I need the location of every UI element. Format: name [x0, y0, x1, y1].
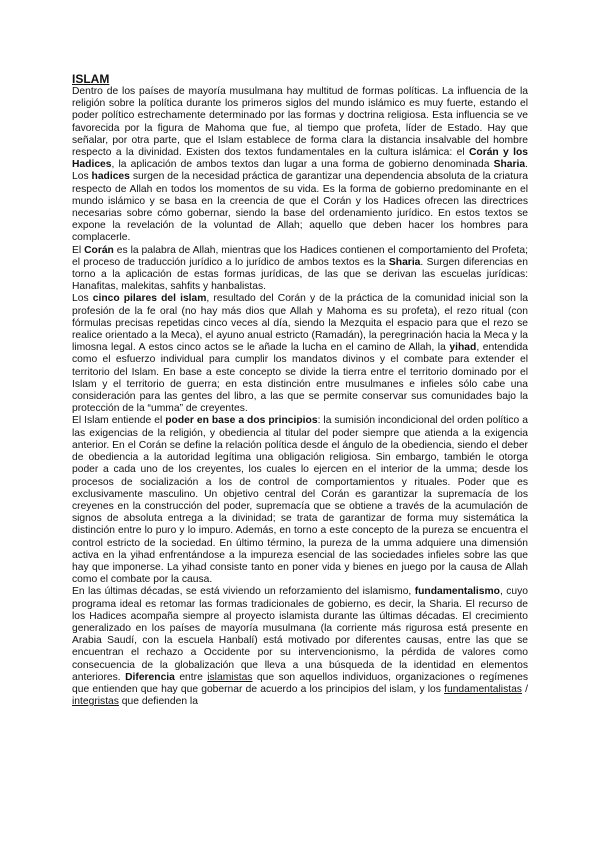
text: : la sumisión incondicional del orden político a las exigencias de la religión, y obediencia al titular del poder siempre que atienda a la exigencia anterior. En el Corán se define la relación política desde el ángulo de la obediencia, siendo el deber de obediencia a la autoridad legítima una obligación religiosa. Sin embargo, también le otorga poder a cada uno de los creyentes, los cuales lo ejercen en el interior de la umma; desde los procesos de socialización a los de control de comportamientos y rituales. Poder que es exclusivamente masculino. Un objetivo central del Corán es garantizar la supremacía de los creyenes en la construcción del poder, supremacía que se obtiene a través de la acumulación de signos de absoluta entrega a la divinidad; se trata de garantizar de forma muy sistemática la distinción entre lo puro y lo impuro. Además, en torno a este concepto de la pureza se encuentra el control estricto de la sociedad. En último término, la pureza de la umma adquiere una dimensión activa en la yihad enfrentándose a la impureza esencial de las sociedades infieles sobre las que hay que imponerse. La yihad consiste tanto en poner vida y bienes en juego por la causa de Allah como el combate por la causa. — [72, 415, 528, 586]
text: , la aplicación de ambos textos dan lugar a una forma de gobierno denominada — [111, 159, 494, 171]
underlined-term: fundamentalistas — [444, 683, 522, 695]
text: Dentro de los países de mayoría musulmana hay multitud de formas políticas. La influencia de la religión sobre la política durante los primeros siglos del mundo islámico es muy fuerte, estando el poder político estrechamente determinado por las formas y doctrina religiosa. Esta influencia se ve favorecida por la figura de Mahoma que fue, al tiempo que profeta, líder de Estado. Hay que señalar, por otra parte, que el Islam establece de forma clara la distancia insalvable del hombre respecto a la divinidad. Existen dos textos fundamentales en la cultura islámica: el — [72, 86, 528, 159]
underlined-term: islamistas — [207, 671, 253, 683]
text: En las últimas décadas, se está viviendo un reforzamiento del islamismo, — [72, 586, 415, 598]
paragraph-pilares — [72, 293, 528, 415]
paragraph-fundamentalismo — [72, 586, 528, 708]
bold-term: fundamentalismo — [414, 586, 500, 598]
bold-term: cinco pilares del islam — [92, 293, 207, 305]
bold-term: yihad — [449, 342, 477, 354]
text: , cuyo programa ideal es retomar las formas tradicionales de gobierno, es decir, la Sharia. El recurso de los Hadices acompaña siempre al proyecto islamista durante las últimas décadas. El crecimiento generalizado en los países de mayoría musulmana (la corriente más rigurosa está presente en Arabia Saudí, con la escuela Hanbalí) está motivado por diferentes causas, entre las que se encuentran el rechazo a Occidente por su intervencionismo, la pérdida de valores como consecuencia de la globalización que lleva a una búsqueda de la identidad en elementos anteriores. — [72, 586, 528, 683]
text: que son aquellos individuos, organizaciones o regímenes que entienden que hay que gobernar de acuerdo a los principios del islam, y los — [72, 671, 528, 695]
bold-term: Corán y los Hadices — [72, 147, 528, 171]
text: Los — [72, 293, 93, 305]
underlined-term: integristas — [72, 696, 119, 708]
text: El Islam entiende el — [72, 415, 166, 427]
paragraph-coran — [72, 245, 528, 294]
bold-term: poder en base a dos principios — [165, 415, 318, 427]
bold-term: Sharia — [388, 256, 421, 268]
text: que defienden la — [118, 696, 198, 708]
text: . Surgen diferencias en torno a la aplicación de estas formas jurídicas, de las que se derivan las escuelas jurídicas: Hanafitas, malekitas, sahfits y hanbalistas. — [72, 256, 528, 293]
document-title: ISLAM — [72, 72, 110, 86]
text: surgen de la necesidad práctica de garantizar una dependencia absoluta de la criatura respecto de Allah en todos los momentos de su vida. Es la forma de gobierno predominante en el mundo islámico y se basa en la creencia de que el Corán y los Hadices ofrecen las directrices necesarias sobre cómo gobernar, siendo la base del ordenamiento jurídico. En estos textos se expone la revelación de la voluntad de Allah; aquello que deben hacer los hombres para complacerle. — [72, 171, 528, 244]
document-page — [72, 72, 528, 708]
text: El — [72, 244, 85, 256]
text: , resultado del Corán y de la práctica de la comunidad inicial son la profesión de la fe oral (no hay más dios que Allah y Mahoma es su profeta), el rezo ritual (con fórmulas precisas repetidas cinco veces al día, siendo la Mezquita el espacio para que el rezo se realice orientado a la Meca), el ayuno anual estricto (Ramadán), la peregrinación hacia la Meca y la limosna legal. A estos cinco actos se le añade la lucha en el camino de Allah, la — [72, 293, 528, 354]
text: entre — [174, 671, 208, 683]
text: . Los — [72, 159, 528, 183]
paragraph-poder — [72, 415, 528, 586]
text: es la palabra de Allah, mientras que los Hadices contienen el comportamiento del Profeta; el proceso de traducción jurídico a lo jurídico de ambos textos es la — [72, 244, 528, 268]
bold-term: hadices — [91, 171, 130, 183]
text: , entendida como el esfuerzo individual para cumplir los mandatos divinos y el combate para extender el territorio del Islam. En base a este concepto se divide la tierra entre el territorio dominado por el Islam y el territorio de guerra; en esta distinción entre musulmanes e infieles sólo cabe una consideración para las gentes del libro, a las que se permite conservar sus comunidades bajo la protección de la “umma” de creyentes. — [72, 342, 528, 415]
text: / — [521, 683, 528, 695]
bold-term: Diferencia — [125, 671, 175, 683]
bold-term: Corán — [84, 244, 114, 256]
bold-term: Sharia — [493, 159, 526, 171]
paragraph-intro — [72, 86, 528, 245]
